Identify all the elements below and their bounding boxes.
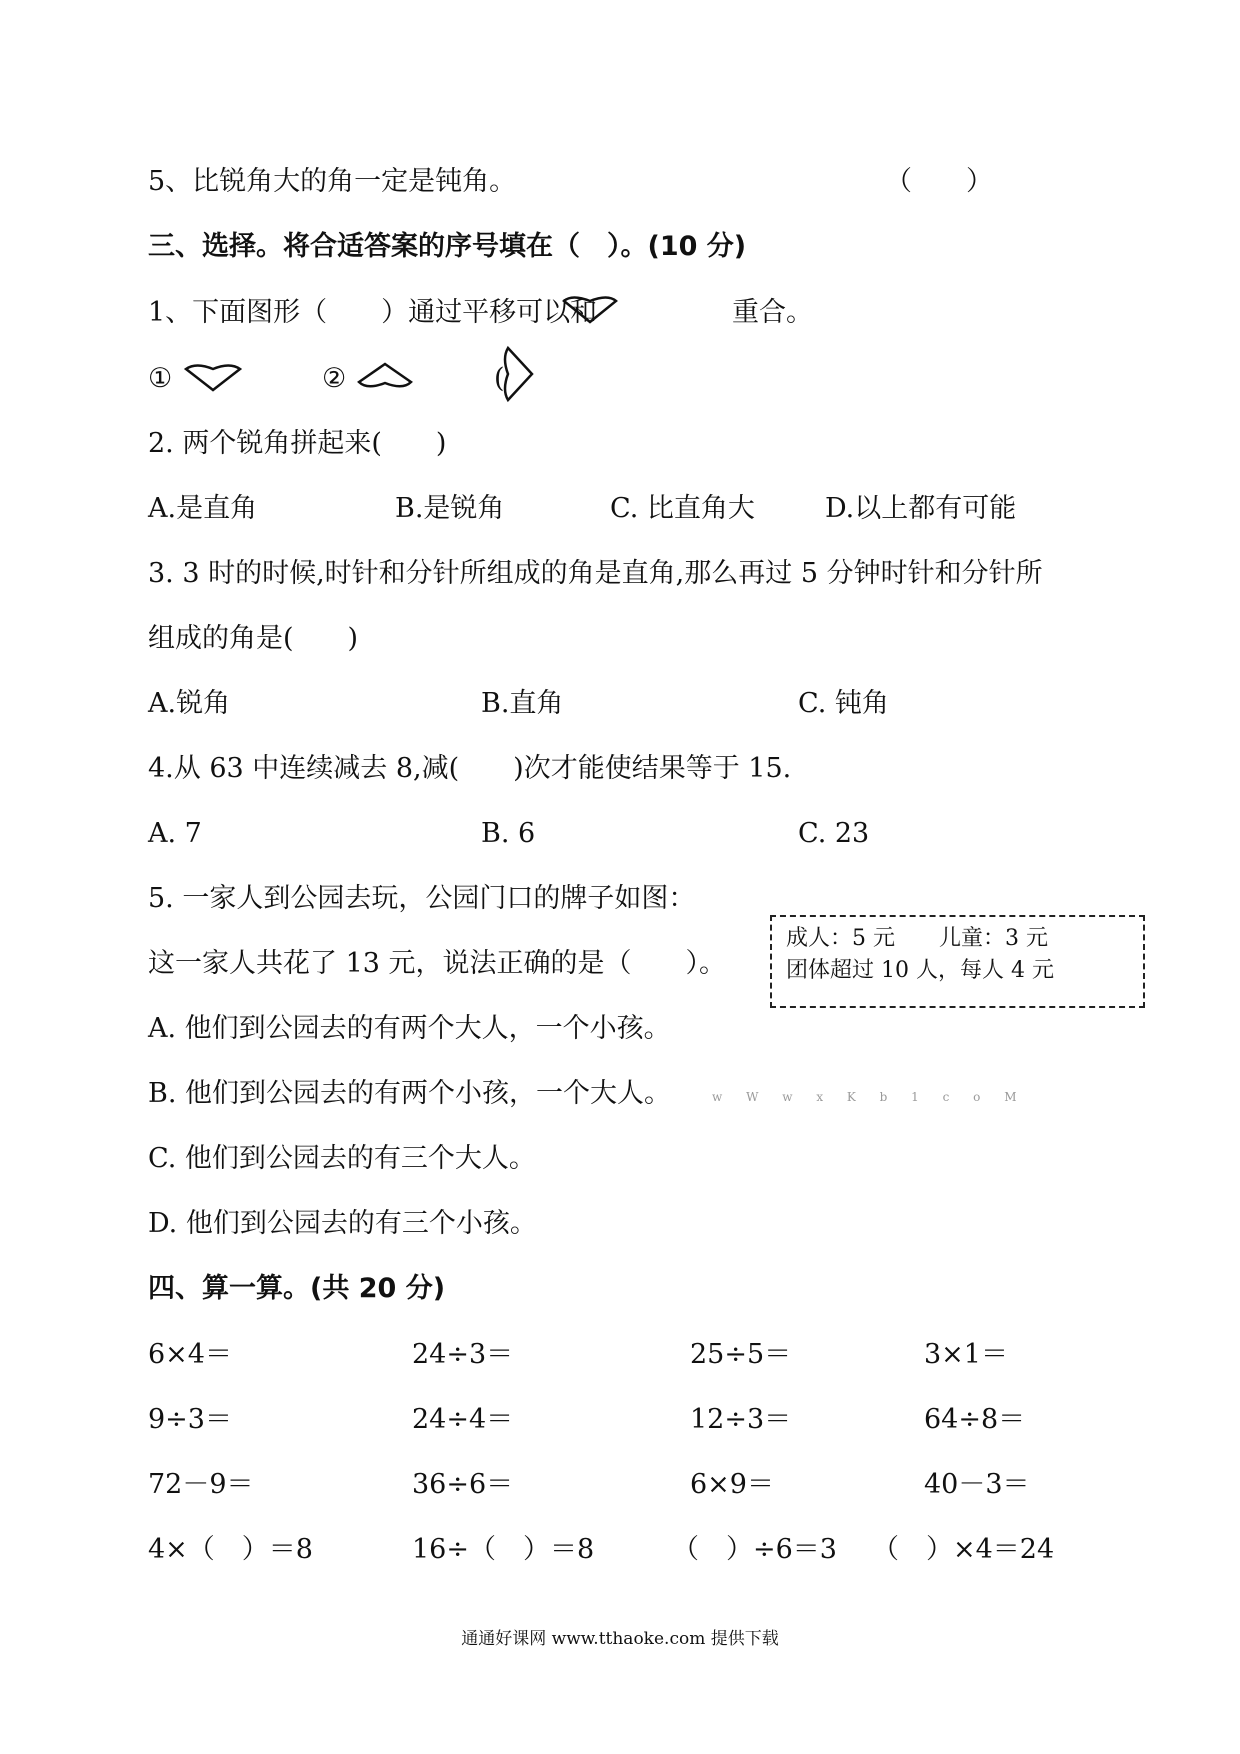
q5-option-c: C. 他们到公园去的有三个大人。 <box>148 1143 536 1174</box>
option-1-heart-shape-icon <box>182 360 244 394</box>
q4-stem: 4.从 63 中连续减去 8,减( )次才能使结果等于 15. <box>148 753 792 784</box>
q2-option-b: B.是锐角 <box>395 493 505 524</box>
judge-item-5: 5、比锐角大的角一定是钝角。 <box>148 166 517 197</box>
option-3-rotated-heart-shape-icon <box>500 342 536 406</box>
calc-cell: 72－9＝ <box>148 1469 254 1500</box>
q2-option-c: C. 比直角大 <box>610 493 755 524</box>
page-footer: 通通好课网 www.tthaoke.com 提供下载 <box>461 1629 779 1649</box>
calc-cell: 24÷3＝ <box>412 1339 514 1370</box>
option-2-inverted-heart-shape-icon <box>355 360 415 394</box>
calc-cell: 9÷3＝ <box>148 1404 232 1435</box>
q3-option-b: B.直角 <box>481 688 564 719</box>
q2-option-d: D.以上都有可能 <box>825 493 1017 524</box>
calc-cell: 6×4＝ <box>148 1339 232 1370</box>
park-price-sign <box>770 915 1145 1008</box>
sign-line-1: 成人：5 元 儿童：3 元 <box>786 926 1048 951</box>
judge-item-5-answer-paren: （ ） <box>885 166 993 197</box>
calc-cell: 3×1＝ <box>924 1339 1008 1370</box>
calc-cell: 6×9＝ <box>690 1469 774 1500</box>
calc-cell: （ ）÷6＝3 <box>672 1534 837 1565</box>
q1-prefix: 1、下面图形（ ）通过平移可以和 <box>148 297 598 328</box>
calc-cell: 36÷6＝ <box>412 1469 514 1500</box>
q4-option-c: C. 23 <box>798 818 870 849</box>
q4-option-b: B. 6 <box>481 818 536 849</box>
calc-cell: 4×（ ）＝8 <box>148 1534 313 1565</box>
calc-cell: 24÷4＝ <box>412 1404 514 1435</box>
q1-suffix: 重合。 <box>732 297 813 328</box>
sign-line-2: 团体超过 10 人，每人 4 元 <box>786 958 1054 983</box>
calc-cell: 25÷5＝ <box>690 1339 792 1370</box>
q5-stem-line-2: 这一家人共花了 13 元，说法正确的是（ ）。 <box>148 948 727 979</box>
q2-option-a: A.是直角 <box>148 493 258 524</box>
q3-option-c: C. 钝角 <box>798 688 889 719</box>
q3-stem-line-1: 3. 3 时的时候,时针和分针所组成的角是直角,那么再过 5 分钟时针和分针所 <box>148 558 1043 589</box>
q5-option-b: B. 他们到公园去的有两个小孩，一个大人。 <box>148 1078 672 1109</box>
watermark: w W w x K b 1 c o M <box>712 1090 1027 1104</box>
calc-cell: 12÷3＝ <box>690 1404 792 1435</box>
target-heart-shape-icon <box>560 292 620 326</box>
q1-option-2-label: ② <box>322 363 347 394</box>
q3-option-a: A.锐角 <box>148 688 231 719</box>
calc-cell: 40－3＝ <box>924 1469 1030 1500</box>
section-3-title: 三、选择。将合适答案的序号填在（ ）。(10 分) <box>148 231 747 262</box>
section-4-title: 四、算一算。(共 20 分) <box>148 1273 446 1304</box>
q1-option-3-label: ( <box>494 363 505 394</box>
q5-option-d: D. 他们到公园去的有三个小孩。 <box>148 1208 537 1239</box>
calc-cell: 64÷8＝ <box>924 1404 1026 1435</box>
q5-stem-line-1: 5. 一家人到公园去玩，公园门口的牌子如图： <box>148 883 696 914</box>
q5-option-a: A. 他们到公园去的有两个大人，一个小孩。 <box>148 1013 671 1044</box>
calc-cell: 16÷（ ）＝8 <box>412 1534 595 1565</box>
q2-stem: 2. 两个锐角拼起来( ) <box>148 428 447 459</box>
q4-option-a: A. 7 <box>148 818 202 849</box>
q3-stem-line-2: 组成的角是( ) <box>148 623 359 654</box>
calc-cell: （ ）×4＝24 <box>872 1534 1055 1565</box>
q1-option-1-label: ① <box>148 363 173 394</box>
